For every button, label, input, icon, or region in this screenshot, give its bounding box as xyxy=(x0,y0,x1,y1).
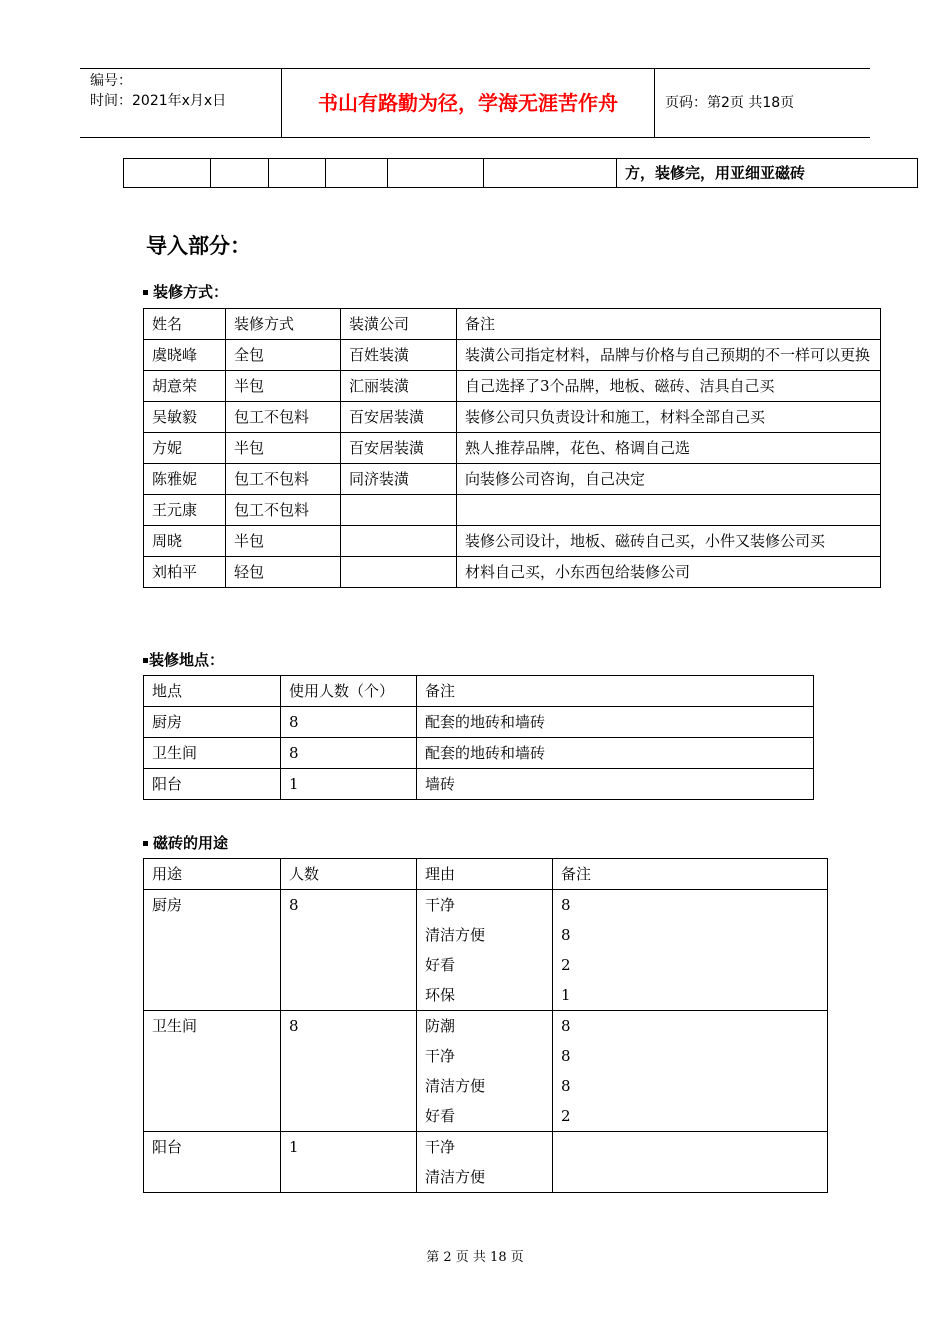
method-cell: 半包 xyxy=(226,433,341,464)
table-row xyxy=(144,402,881,433)
header-cell: 地点 xyxy=(144,676,281,707)
reason-item: 干净 xyxy=(425,896,456,914)
bullet-icon xyxy=(143,841,148,846)
method-cell: 全包 xyxy=(226,340,341,371)
place-cell: 厨房 xyxy=(144,707,281,738)
continued-table-row xyxy=(123,158,918,188)
place-cell: 卫生间 xyxy=(144,738,281,769)
table-cell xyxy=(326,159,388,188)
table-row xyxy=(144,464,881,495)
table-cell xyxy=(211,159,269,188)
count-cell: 1 xyxy=(281,769,417,800)
bullet-icon xyxy=(143,658,148,663)
note-item: 8 xyxy=(561,1017,571,1035)
count-cell: 8 xyxy=(281,1011,417,1132)
note-cell: 配套的地砖和墙砖 xyxy=(417,707,814,738)
table-row xyxy=(144,1011,828,1132)
note-cell xyxy=(553,1132,828,1193)
company-cell: 汇丽装潢 xyxy=(341,371,457,402)
name-cell: 吴敏毅 xyxy=(144,402,226,433)
name-cell: 胡意荣 xyxy=(144,371,226,402)
header-cell: 备注 xyxy=(553,859,828,890)
usage-subtitle-text: 磁砖的用途 xyxy=(153,834,229,852)
note-cell xyxy=(553,1011,828,1132)
place-cell: 阳台 xyxy=(144,769,281,800)
table-row xyxy=(144,890,828,1011)
table-row xyxy=(144,495,881,526)
note-cell xyxy=(553,890,828,1011)
note-cell: 向装修公司咨询，自己决定 xyxy=(457,464,881,495)
usage-subtitle xyxy=(143,832,228,853)
company-cell: 百安居装潢 xyxy=(341,402,457,433)
note-cell: 熟人推荐品牌，花色、格调自己选 xyxy=(457,433,881,464)
table-cell xyxy=(124,159,211,188)
reason-item: 好看 xyxy=(425,956,456,974)
note-cell: 材料自己买，小东西包给装修公司 xyxy=(457,557,881,588)
table-row xyxy=(144,557,881,588)
header-cell: 理由 xyxy=(417,859,553,890)
header-motto: 书山有路勤为径，学海无涯苦作舟 xyxy=(281,69,655,137)
note-item: 8 xyxy=(561,1047,571,1065)
reason-item: 环保 xyxy=(425,986,456,1004)
note-cell: 装修公司设计，地板、磁砖自己买，小件又装修公司买 xyxy=(457,526,881,557)
use-cell: 阳台 xyxy=(144,1132,281,1193)
reason-item: 防潮 xyxy=(425,1017,456,1035)
header-cell: 用途 xyxy=(144,859,281,890)
location-subtitle-text: 装修地点： xyxy=(149,651,225,669)
name-cell: 陈雅妮 xyxy=(144,464,226,495)
table-row xyxy=(144,707,814,738)
note-cell: 配套的地砖和墙砖 xyxy=(417,738,814,769)
table-header-row xyxy=(144,676,814,707)
table-row xyxy=(144,371,881,402)
bullet-icon xyxy=(143,290,148,295)
name-cell: 方妮 xyxy=(144,433,226,464)
name-cell: 虞晓峰 xyxy=(144,340,226,371)
name-cell: 王元康 xyxy=(144,495,226,526)
reason-item: 清洁方便 xyxy=(425,1077,486,1095)
use-cell: 厨房 xyxy=(144,890,281,1011)
number-label: 编号： xyxy=(90,73,132,89)
table-row xyxy=(144,526,881,557)
note-item: 1 xyxy=(561,986,571,1004)
location-table xyxy=(143,675,814,800)
location-subtitle xyxy=(143,649,224,670)
method-subtitle xyxy=(143,281,228,302)
table-header-row xyxy=(144,859,828,890)
header-cell: 使用人数（个） xyxy=(281,676,417,707)
method-cell: 包工不包料 xyxy=(226,402,341,433)
method-table xyxy=(143,308,881,588)
company-cell xyxy=(341,557,457,588)
company-cell: 同济装潢 xyxy=(341,464,457,495)
count-cell: 8 xyxy=(281,890,417,1011)
header-cell: 人数 xyxy=(281,859,417,890)
note-cell: 装修公司只负责设计和施工，材料全部自己买 xyxy=(457,402,881,433)
page-footer: 第 2 页 共 18 页 xyxy=(426,1250,524,1265)
name-cell: 周晓 xyxy=(144,526,226,557)
method-cell: 半包 xyxy=(226,371,341,402)
note-cell: 墙砖 xyxy=(417,769,814,800)
table-cell: 方，装修完，用亚细亚磁砖 xyxy=(617,159,918,188)
header-cell: 装修方式 xyxy=(226,309,341,340)
table-row xyxy=(144,1132,828,1193)
count-cell: 8 xyxy=(281,707,417,738)
company-cell: 百姓装潢 xyxy=(341,340,457,371)
header-meta xyxy=(80,69,280,137)
table-row xyxy=(144,340,881,371)
note-cell xyxy=(457,495,881,526)
count-cell: 8 xyxy=(281,738,417,769)
reason-cell xyxy=(417,1132,553,1193)
note-item: 2 xyxy=(561,956,571,974)
reason-item: 干净 xyxy=(425,1138,456,1156)
header-cell: 姓名 xyxy=(144,309,226,340)
table-cell xyxy=(388,159,484,188)
method-cell: 包工不包料 xyxy=(226,464,341,495)
table-row xyxy=(144,738,814,769)
method-cell: 轻包 xyxy=(226,557,341,588)
company-cell xyxy=(341,526,457,557)
table-row xyxy=(144,769,814,800)
company-cell xyxy=(341,495,457,526)
usage-table xyxy=(143,858,828,1193)
note-item: 8 xyxy=(561,926,571,944)
reason-cell xyxy=(417,1011,553,1132)
header-cell: 备注 xyxy=(417,676,814,707)
use-cell: 卫生间 xyxy=(144,1011,281,1132)
header-page-info: 页码：第2页 共18页 xyxy=(665,95,795,111)
reason-item: 干净 xyxy=(425,1047,456,1065)
table-cell xyxy=(269,159,326,188)
reason-item: 清洁方便 xyxy=(425,1168,486,1186)
method-subtitle-text: 装修方式： xyxy=(153,283,229,301)
note-cell: 装潢公司指定材料，品牌与价格与自己预期的不一样可以更换 xyxy=(457,340,881,371)
table-cell xyxy=(484,159,617,188)
section-title: 导入部分： xyxy=(146,234,251,258)
name-cell: 刘柏平 xyxy=(144,557,226,588)
reason-cell xyxy=(417,890,553,1011)
count-cell: 1 xyxy=(281,1132,417,1193)
reason-item: 好看 xyxy=(425,1107,456,1125)
note-item: 2 xyxy=(561,1107,571,1125)
page-header xyxy=(80,68,870,138)
method-cell: 半包 xyxy=(226,526,341,557)
header-cell: 备注 xyxy=(457,309,881,340)
method-cell: 包工不包料 xyxy=(226,495,341,526)
table-header-row xyxy=(144,309,881,340)
note-item: 8 xyxy=(561,896,571,914)
reason-item: 清洁方便 xyxy=(425,926,486,944)
note-cell: 自己选择了3个品牌，地板、磁砖、洁具自己买 xyxy=(457,371,881,402)
company-cell: 百安居装潢 xyxy=(341,433,457,464)
table-row xyxy=(144,433,881,464)
header-cell: 装潢公司 xyxy=(341,309,457,340)
time-label: 时间：2021年x月x日 xyxy=(90,93,227,109)
note-item: 8 xyxy=(561,1077,571,1095)
